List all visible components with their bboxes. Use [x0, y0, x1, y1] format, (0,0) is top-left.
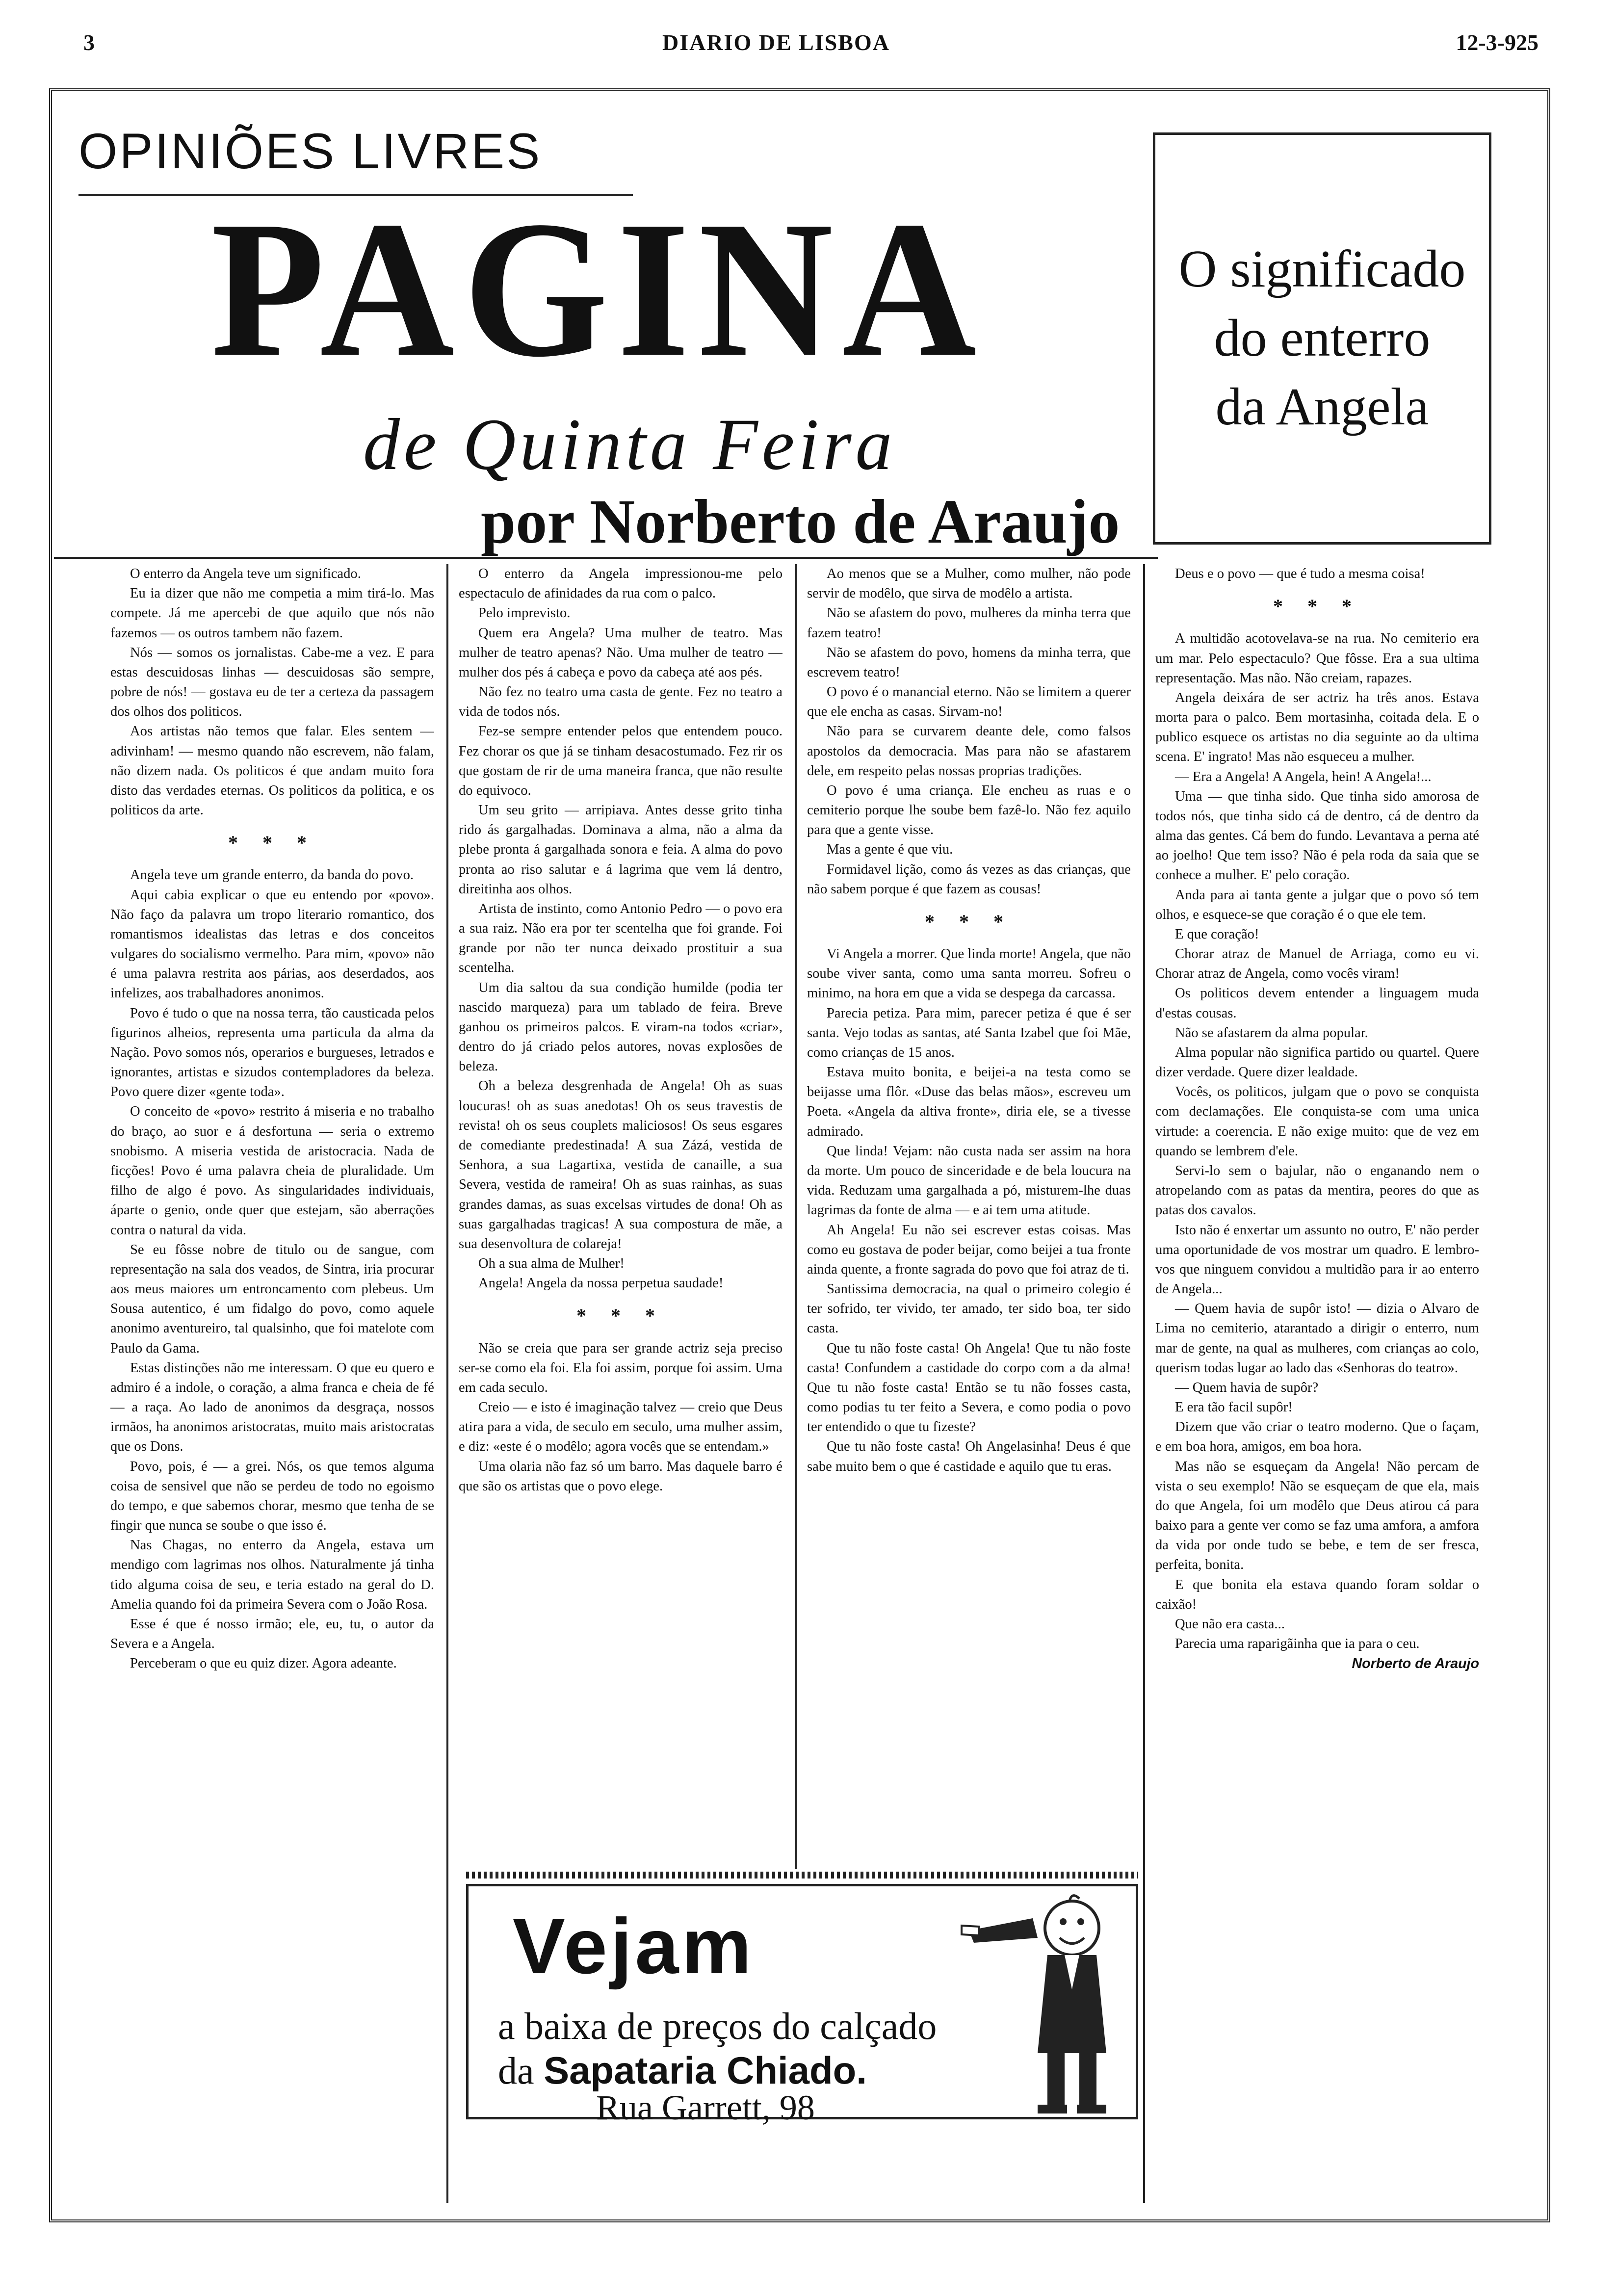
paragraph: Não se afastem do povo, mulheres da minha terra que fazem teatro!: [807, 605, 1131, 641]
paragraph: Pelo imprevisto.: [478, 605, 571, 621]
article-column-2: [459, 564, 782, 1869]
paragraph: Parecia uma raparigãinha que ia para o ceu.: [1175, 1636, 1420, 1652]
paragraph: Não se afastarem da alma popular.: [1175, 1025, 1368, 1041]
paragraph: Chorar atraz de Manuel de Arriaga, como eu vi. Chorar atraz de Angela, como vocês viram!: [1155, 946, 1479, 982]
section-break: * * *: [925, 910, 1013, 933]
paragraph: Se eu fôsse nobre de titulo ou de sangue, com representação na sala dos veados, de Sintra, iria procurar aos meus maiores um entroncamento com plebeus. Um Sousa autentico, é um fidalgo do povo, como aquele anonimo aventureiro, tal qualsinho, que foi matelote com Paulo da Gama.: [110, 1242, 434, 1356]
paragraph: Estas distinções não me interessam. O que eu quero e admiro é a indole, o coração, a alma franca e cheia de fé — a raça. Ao lado de anonimos da desgraça, nossos irmãos, ha anonimos aristocratas, muito mais aristocratas que os Dons.: [110, 1360, 434, 1455]
paragraph: Que não era casta...: [1175, 1616, 1285, 1632]
author-signature: Norberto de Araujo: [1352, 1656, 1479, 1672]
paragraph: Fez-se sempre entender pelos que entendem pouco. Fez chorar os que já se tinham desacostumado. Fez rir os que gostam de rir de uma maneira franca, que não resulte do equivoco.: [459, 724, 782, 798]
paragraph: Não fez no teatro uma casta de gente. Fez no teatro a vida de todos nós.: [459, 684, 782, 720]
paragraph: Nas Chagas, no enterro da Angela, estava um mendigo com lagrimas nos olhos. Naturalmente já tinha tido alguma coisa de seu, e teria estado na geral do D. Amelia quando foi da primeira Severa com o João Rosa.: [110, 1538, 434, 1612]
paragraph: Vi Angela a morrer. Que linda morte! Angela, que não soube viver santa, como uma santa morreu. Sofreu o minimo, na hora em que a vida se despega da carcassa.: [807, 946, 1131, 1001]
paragraph: Formidavel lição, como ás vezes as das crianças, que não sabem porque é que fazem as cousas!: [807, 861, 1131, 897]
paragraph: O povo é uma criança. Ele encheu as ruas e o cemiterio porque lhe soube bem fazê-lo. Não fez aquilo para que a gente visse.: [807, 783, 1131, 838]
paragraph: Aqui cabia explicar o que eu entendo por «povo». Não faço da palavra um tropo literario romantico, dos romantismos idealistas das letras e dos conceitos vulgares do socialismo vermelho. Para mim, «povo» não é uma palavra restrita aos párias, aos deserdados, aos infelizes, aos trabalhadores anonimos.: [110, 887, 434, 1001]
column-divider: [795, 564, 797, 1869]
paragraph: Mas a gente é que viu.: [827, 842, 953, 858]
paragraph: O enterro da Angela teve um significado.: [130, 566, 361, 581]
section-break: * * *: [576, 1305, 665, 1327]
paragraph: Alma popular não significa partido ou quartel. Quere dizer verdade. Quere dizer lealdade.: [1155, 1044, 1479, 1080]
paragraph: Que linda! Vejam: não custa nada ser assim na hora da morte. Um pouco de sinceridade e de bela loucura na vida. Reduzam uma gargalhada a pó, misturem-lhe duas lagrimas da fonte de alma — e ai tem uma atitude.: [807, 1143, 1131, 1218]
paragraph: Servi-lo sem o bajular, não o enganando nem o atropelando com as patas da mentira, peores do que as patas dos cavalos.: [1155, 1163, 1479, 1218]
feature-title-line: O significado: [1178, 240, 1466, 299]
paragraph: Um seu grito — arripiava. Antes desse grito tinha rido ás gargalhadas. Dominava a alma, não a alma da plebe pronta á gargalhada sonora e feia. A alma do povo pronta ao riso salutar e á lagrima que vem lá dentro, direitinha aos olhos.: [459, 803, 782, 897]
article-column-4: [1155, 564, 1479, 2173]
paragraph: E era tão facil supôr!: [1175, 1400, 1293, 1415]
ad-border-dots: [466, 1872, 1138, 1879]
paragraph: Santissima democracia, na qual o primeiro colegio é ter sofrido, ter vivido, ter amado, ter sido boa, ter sido casta.: [807, 1281, 1131, 1336]
paragraph: O conceito de «povo» restrito á miseria e no trabalho do braço, ao suor e á desfortuna — seria o extremo snobismo. A miseria vestida de aristocracia. Nada de ficções! Povo é uma palavra cheia de pluralidade. Um filho de algo é povo. As singularidades individuais, áparte o genio, onde quer que estejam, são aberrações contra o natural da vida.: [110, 1104, 434, 1238]
paragraph: Dizem que vão criar o teatro moderno. Que o façam, e em boa hora, amigos, em boa hora.: [1155, 1419, 1479, 1455]
ad-shop-name: Sapataria Chiado.: [544, 2049, 867, 2092]
paragraph: Uma olaria não faz só um barro. Mas daquele barro é que são os artistas que o povo elege.: [459, 1459, 782, 1494]
paragraph: O povo é o manancial eterno. Não se limitem a querer que ele encha as casas. Sirvam-no!: [807, 684, 1131, 720]
paragraph: E que bonita ela estava quando foram soldar o caixão!: [1155, 1577, 1479, 1612]
paragraph: Eu ia dizer que não me competia a mim tirá-lo. Mas compete. Já me apercebi de que aquilo que nós não fazemos — os outros tambem não fazem.: [110, 586, 434, 641]
paragraph: Que tu não foste casta! Oh Angela! Que tu não foste casta! Confundem a castidade do corpo com a da alma! Que tu não foste casta! Então se tu não fosses casta, como podias tu ter feito a Severa, e como podia o povo ter entendido o que tu fizeste?: [807, 1340, 1131, 1435]
paragraph: Que tu não foste casta! Oh Angelasinha! Deus é que sabe muito bem o que é castidade e aquilo que tu eras.: [807, 1439, 1131, 1474]
paragraph: Uma — que tinha sido. Que tinha sido amorosa de todos nós, que tinha sido cá de dentro, cá de dentro da alma das gentes. Cá bem do fundo. Levantava a perna até ao joelho! Que tem isso? Não é pela roda da saia que se conhece a mulher. E' pelo coração.: [1155, 788, 1479, 883]
paragraph: Um dia saltou da sua condição humilde (podia ter nascido marqueza) para um tablado de feira. Breve ganhou os primeiros palcos. E viram-na todos «criar», dentro do já criado pelos autores, novas explosões de beleza.: [459, 980, 782, 1074]
paragraph: — Quem havia de supôr isto! — dizia o Alvaro de Lima no cemiterio, atarantado a dirigir o enterro, num mar de gente, na qual as mulheres, com crianças ao colo, querism todas lugar ao lado das «Senhoras do teatro».: [1155, 1301, 1479, 1376]
paragraph: Anda para ai tanta gente a julgar que o povo só tem olhos, e esquece-se que coração é o que ele tem.: [1155, 887, 1479, 922]
section-break: * * *: [1273, 595, 1361, 618]
paragraph: Oh a sua alma de Mulher!: [478, 1256, 625, 1272]
byline: por Norberto de Araujo: [481, 487, 1120, 556]
paragraph: Ah Angela! Eu não sei escrever estas coisas. Mas como eu gostava de poder beijar, como beijei a tua fronte ainda quente, a fronte sagrada do povo que foi atraz de ti.: [807, 1222, 1131, 1277]
paragraph: Esse é que é nosso irmão; ele, eu, tu, o autor da Severa e a Angela.: [110, 1616, 434, 1652]
paragraph: Oh a beleza desgrenhada de Angela! Oh as suas loucuras! oh as suas anedotas! Oh os seus travestis de revista! oh os seus couplets maliciosos! Os seus esgares de comediante predestinada! A sua Zázá, vestida de Senhora, a sua Lagartixa, vestida de canaille, a sua Severa, vestida de rameira! Oh as suas rainhas, as suas grandes damas, as suas excelsas virtudes de dona! Oh as suas gargalhadas tragicas! A sua compostura de mãe, a sua desenvoltura de colareja!: [459, 1078, 782, 1252]
column-divider: [1143, 564, 1145, 2203]
article-column-3: [807, 564, 1131, 1869]
newspaper-name: DIARIO DE LISBOA: [662, 30, 890, 55]
ad-text: a baixa de preços do calçado: [498, 2005, 937, 2047]
advertisement: [466, 1884, 1138, 2127]
section-label: OPINIÕES LIVRES: [78, 123, 542, 179]
paragraph: Angela deixára de ser actriz ha três anos. Estava morta para o palco. Bem mortasinha, coitada dela. E o publico esquece os artistas no dia seguinte ao da ultima scena. E' ingrato! Mas não esqueceu a mulher.: [1155, 690, 1479, 765]
paragraph: Creio — e isto é imaginação talvez — creio que Deus atira para a vida, de seculo em seculo, uma mulher assim, e diz: «este é o modêlo; agora vocês que se entendam.»: [459, 1400, 782, 1455]
paragraph: Isto não é enxertar um assunto no outro, E' não perder uma oportunidade de vos mostrar um quadro. E lembro-vos que ninguem convidou a multidão para ir ao enterro de Angela...: [1155, 1222, 1479, 1297]
feature-title-box: [1153, 132, 1491, 545]
paragraph: Nós — somos os jornalistas. Cabe-me a vez. E para estas descuidosas linhas — descuidosas são sempre, pobre de nós! — gostava eu de ter a certeza da passagem dos olhos dos politicos.: [110, 645, 434, 720]
page-subtitle: de Quinta Feira: [363, 404, 896, 485]
paragraph: A multidão acotovelava-se na rua. No cemiterio era um mar. Pelo espectaculo? Que fôsse. Era a sua ultima representação. Mas não. Não creiam, rapazes.: [1155, 631, 1479, 686]
paragraph: Angela! Angela da nossa perpetua saudade!: [478, 1276, 724, 1291]
ad-text-prefix: da: [498, 2049, 534, 2092]
article-column-1: [110, 564, 434, 2159]
ad-address: Rua Garrett, 98: [596, 2088, 815, 2127]
paragraph: Perceberam o que eu quiz dizer. Agora adeante.: [130, 1656, 397, 1671]
paragraph: Artista de instinto, como Antonio Pedro — o povo era a sua raiz. Não era por ter scentelha que foi grande. Foi grande por não ter nunca deixado prostituir a sua scentelha.: [459, 901, 782, 976]
paragraph: Vocês, os politicos, julgam que o povo se conquista com declamações. Ele conquista-se com uma unica virtude: a coerencia. E não exige muito: que de vez em quando se lembrem d'ele.: [1155, 1084, 1479, 1159]
paragraph: O enterro da Angela impressionou-me pelo espectaculo de afinidades da rua com o palco.: [459, 566, 782, 601]
paragraph: Não se creia que para ser grande actriz seja preciso ser-se como ela foi. Ela foi assim, porque foi assim. Uma em cada seculo.: [459, 1340, 782, 1395]
paragraph: Mas não se esqueçam da Angela! Não percam de vista o seu exemplo! Não se esqueçam de que ela, mais do que Angela, foi um modêlo que Deus atirou cá para baixo para a gente ver como se faz uma amfora, a amfora da vida por onde tudo se bebe, e tem de ser fresca, perfeita, bonita.: [1155, 1459, 1479, 1573]
paragraph: Deus e o povo — que é tudo a mesma coisa!: [1175, 566, 1425, 581]
feature-title-line: do enterro: [1214, 309, 1431, 367]
header-rule: [54, 557, 1158, 559]
paragraph: Aos artistas não temos que falar. Eles sentem — adivinham! — mesmo quando não escrevem, não falam, não dizem nada. Os politicos é que andam muito fora disto das verdades eternas. Os politicos da politica, e os politicos da arte.: [110, 724, 434, 818]
paragraph: Parecia petiza. Para mim, parecer petiza é que é ser santa. Vejo todas as santas, até Santa Izabel que foi Mãe, como crianças de 15 anos.: [807, 1005, 1131, 1060]
paragraph: Povo é tudo o que na nossa terra, tão causticada pelos figurinos alheios, representa uma particula da alma da Nação. Povo somos nós, operarios e burgueses, letrados e ignorantes, artistas e sizudos contempladores da beleza. Povo quere dizer «gente toda».: [110, 1005, 434, 1100]
column-divider: [446, 564, 448, 2203]
page-number: 3: [83, 30, 95, 55]
paragraph: E que coração!: [1175, 926, 1259, 942]
paragraph: Quem era Angela? Uma mulher de teatro. Mas mulher de teatro apenas? Não. Uma mulher de teatro — mulher dos pés á cabeça e povo da cabeça até aos pés.: [459, 625, 782, 680]
section-break: * * *: [228, 832, 316, 854]
paragraph: Ao menos que se a Mulher, como mulher, não pode servir de modêlo, que sirva de modêlo a artista.: [807, 566, 1131, 601]
ad-text: [498, 2048, 867, 2093]
ad-headline: Vejam: [513, 1902, 755, 1990]
running-head: [83, 29, 1539, 64]
paragraph: Angela teve um grande enterro, da banda do povo.: [130, 867, 414, 883]
paragraph: Os politicos devem entender a linguagem muda d'estas cousas.: [1155, 986, 1479, 1021]
page-title: PAGINA: [211, 181, 986, 398]
paragraph: Não se afastem do povo, homens da minha terra, que escrevem teatro!: [807, 645, 1131, 680]
paragraph: — Quem havia de supôr?: [1175, 1380, 1319, 1395]
paragraph: Estava muito bonita, e beijei-a na testa como se beijasse uma flôr. «Duse das belas mãos», escreveu um Poeta. «Angela da altiva fronte», diria ele, se a tivesse admirado.: [807, 1065, 1131, 1139]
paragraph: — Era a Angela! A Angela, hein! A Angela!...: [1175, 769, 1432, 784]
pointing-man-illustration: [959, 1891, 1126, 2117]
issue-date: 12-3-925: [1456, 30, 1539, 55]
paragraph: Povo, pois, é — a grei. Nós, os que temos alguma coisa de sensivel que não se perdeu de todo no egoismo do tempo, e que sabemos chorar, mesmo que tenha de se fingir que nunca se soube o que isso é.: [110, 1459, 434, 1534]
paragraph: Não para se curvarem deante dele, como falsos apostolos da democracia. Mas para não se afastarem dele, em respeito pelas nossas proprias tradições.: [807, 724, 1131, 779]
feature-title-line: da Angela: [1215, 378, 1429, 437]
